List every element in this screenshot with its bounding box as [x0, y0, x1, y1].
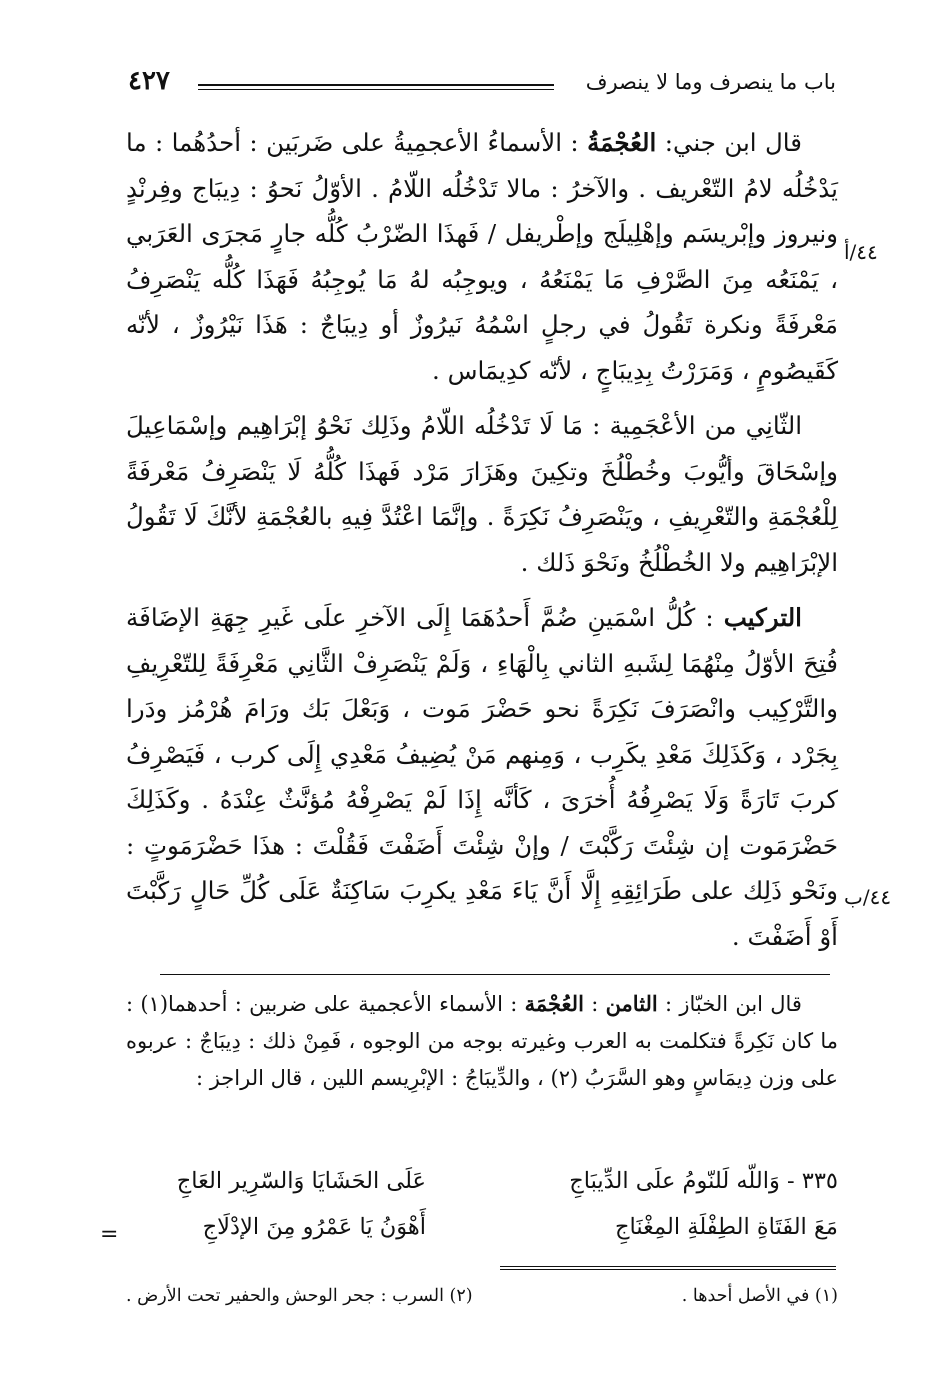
- page-number: ٤٢٧: [128, 66, 170, 96]
- verse-hemistich: أَهْوَنُ يَا عَمْرُو مِنَ الإدْلَاجِ: [202, 1214, 426, 1240]
- verse-hemistich: مَعَ الفَتَاةِ الطِفْلَةِ المِغْنَاجِ: [614, 1214, 838, 1240]
- section-term: العُجْمَةُ: [587, 128, 657, 157]
- page-header: [128, 66, 836, 106]
- verse-hemistich: عَلَى الحَشَايَا وَالسّرِير العَاجِ: [176, 1168, 426, 1194]
- section-term: العُجْمَة: [524, 991, 584, 1016]
- verse-line: [126, 1158, 838, 1204]
- continuation-mark: =: [100, 1222, 119, 1247]
- section-label: الثامن: [605, 991, 658, 1016]
- footnote-rule: [500, 1266, 836, 1270]
- folio-marker: ٤٤/أ: [844, 240, 878, 264]
- verse-hemistich: ٣٣٥ - وَاللّه لَلنّومُ علَى الدِّيبَاجِ: [569, 1168, 838, 1194]
- paragraph-text: : الأسماء الأعجمية على ضربين : أحدهما(١) : ما كان نَكِرةً فتكلمت به العرب وغيرته بوجه من الوجوه ، فَمِنْ ذلك : دِيبَاجٌ : عربوه على وزن دِيمَاسٍ وهو السَّرَبُ (٢) ، والدِّيبَاجُ : الإبْرِيسم اللين ، قال الراجز :: [126, 992, 838, 1090]
- running-title: باب ما ينصرف وما لا ينصرف: [585, 70, 836, 94]
- section-term: التركيب: [723, 603, 802, 632]
- folio-marker: ٤٤/ب: [844, 885, 892, 909]
- header-rule: [198, 84, 554, 90]
- footnote: (٢) السرب : جحر الوحش والحفير تحت الأرض .: [126, 1286, 473, 1306]
- speaker-label: قال ابن الخبّاز :: [657, 992, 802, 1016]
- paragraph-text: : الأسماءُ الأعجمِيةُ على ضَربَين : أحدُهُما : ما يَدْخُلُه لامُ التّعْريف . والآخرُ : مالا تَدْخُلُه اللّامُ . الأوّلُ نَحوُ : دِيبَاج وفِرنْدٍ ونيروز وإبْريسَم وإهْلِيلَج وإطْريفل / فَهذَا الضّرْبُ كُلُّه جارٍ مَجرَى العَرَبي ، يَمْنَعُه مِنَ الصَّرْفِ مَا يَمْنَعُهُ ، ويوجِبُه لهُ مَا يُوجِبُهُ فَهَذَا كُلُّه يَنْصَرِفُ مَعْرفَةً ونكرة تَقُولُ في رجلٍ اسْمُهُ نَيرُوزٌ أو دِيبَاجٌ : هَذَا نَيْرُوزٌ ، لأنّه كَقَيصُومٍ ، وَمَرَرْتُ بِدِيبَاجٍ ، لأنّه كدِيمَاس .: [126, 128, 838, 385]
- paragraph-tarkib: [126, 595, 838, 959]
- section-divider: [160, 974, 830, 975]
- paragraph-second-type: الثّانِي من الأعْجَمِية : مَا لَا تَدْخُلُه اللّامُ وذَلِك نَحْوُ إبْرَاهِيم وإسْمَاعِيلَ وإسْحَاقَ وأيُّوبَ وخُطْلُخَ وتكِينَ وهَزَارَ مَرْد فَهذَا كُلُّهُ لَا يَنْصَرِفُ مَعْرفَةً لِلْعُجْمَةِ والتّعْرِيفِ ، ويَنْصَرِفُ نَكِرَةً . وإنَّمَا اعْتُدَّ فِيهِ بالعُجْمَةِ لأنَّكَ لَا تَقُولُ الإبْرَاهِيم ولا الخُطْلُخُ ونَحْوَ ذَلك .: [126, 411, 838, 577]
- paragraph-text: : كُلُّ اسْمَينِ ضُمَّ أَحدُهَمَا إِلَى الآخرِ علَى غَيرِ جِهَةِ الإضَافَة فُتِحَ الأوّلُ مِنْهُمَا لِشَبهِ الثاني بِالْهَاءِ ، وَلَمْ يَنْصَرِفْ الثَّانِي مَعْرِفَةً لِلتّعْرِيفِ والتَّرْكِيب وانْصَرَفَ نَكِرَةً نحو حَضْرَ مَوت ، وَبَعْلَ بَك ورَامَ هُرْمُز ودَرا بِجَرْد ، وَكَذَلِكَ مَعْدِ يكَرِب ، وَمِنهم مَنْ يُضِيفُ مَعْدِي إِلَى كرب ، فَيَصْرِفُ كربَ تَارَةً وَلَا يَصْرِفُهُ أُخرَىَ ، كَأنَّه إِذَا لَمْ يَصْرِفْهُ مُؤنَّثٌ عِنْدَهُ . وكَذَلِكَ حَضْرَمَوت إن شِئْتَ رَكَّبْتَ / وإنْ شِئْتَ أَضَفْتَ فَقُلْتَ : هذَا حَضْرَمَوتٍ : ونَحْو ذَلِك على طَرَائِقِهِ إِلَّا أَنَّ يَاءَ مَعْدِ يكرِبَ سَاكِنَةٌ عَلَى كُلِّ حَالٍ رَكَّبْتَ أَوْ أَضَفْتَ .: [126, 603, 838, 951]
- commentary-text: [126, 985, 838, 1097]
- poem-verses: [126, 1158, 838, 1250]
- separator: :: [583, 992, 606, 1016]
- paragraph-ajamiyya: [126, 120, 838, 393]
- main-text: [126, 120, 838, 969]
- verse-line: [126, 1204, 838, 1250]
- footnotes: [126, 1286, 838, 1306]
- speaker-label: قال ابن جني:: [656, 128, 802, 157]
- commentary-paragraph: [126, 985, 838, 1097]
- footnote: (١) في الأصل أحدها .: [681, 1286, 838, 1306]
